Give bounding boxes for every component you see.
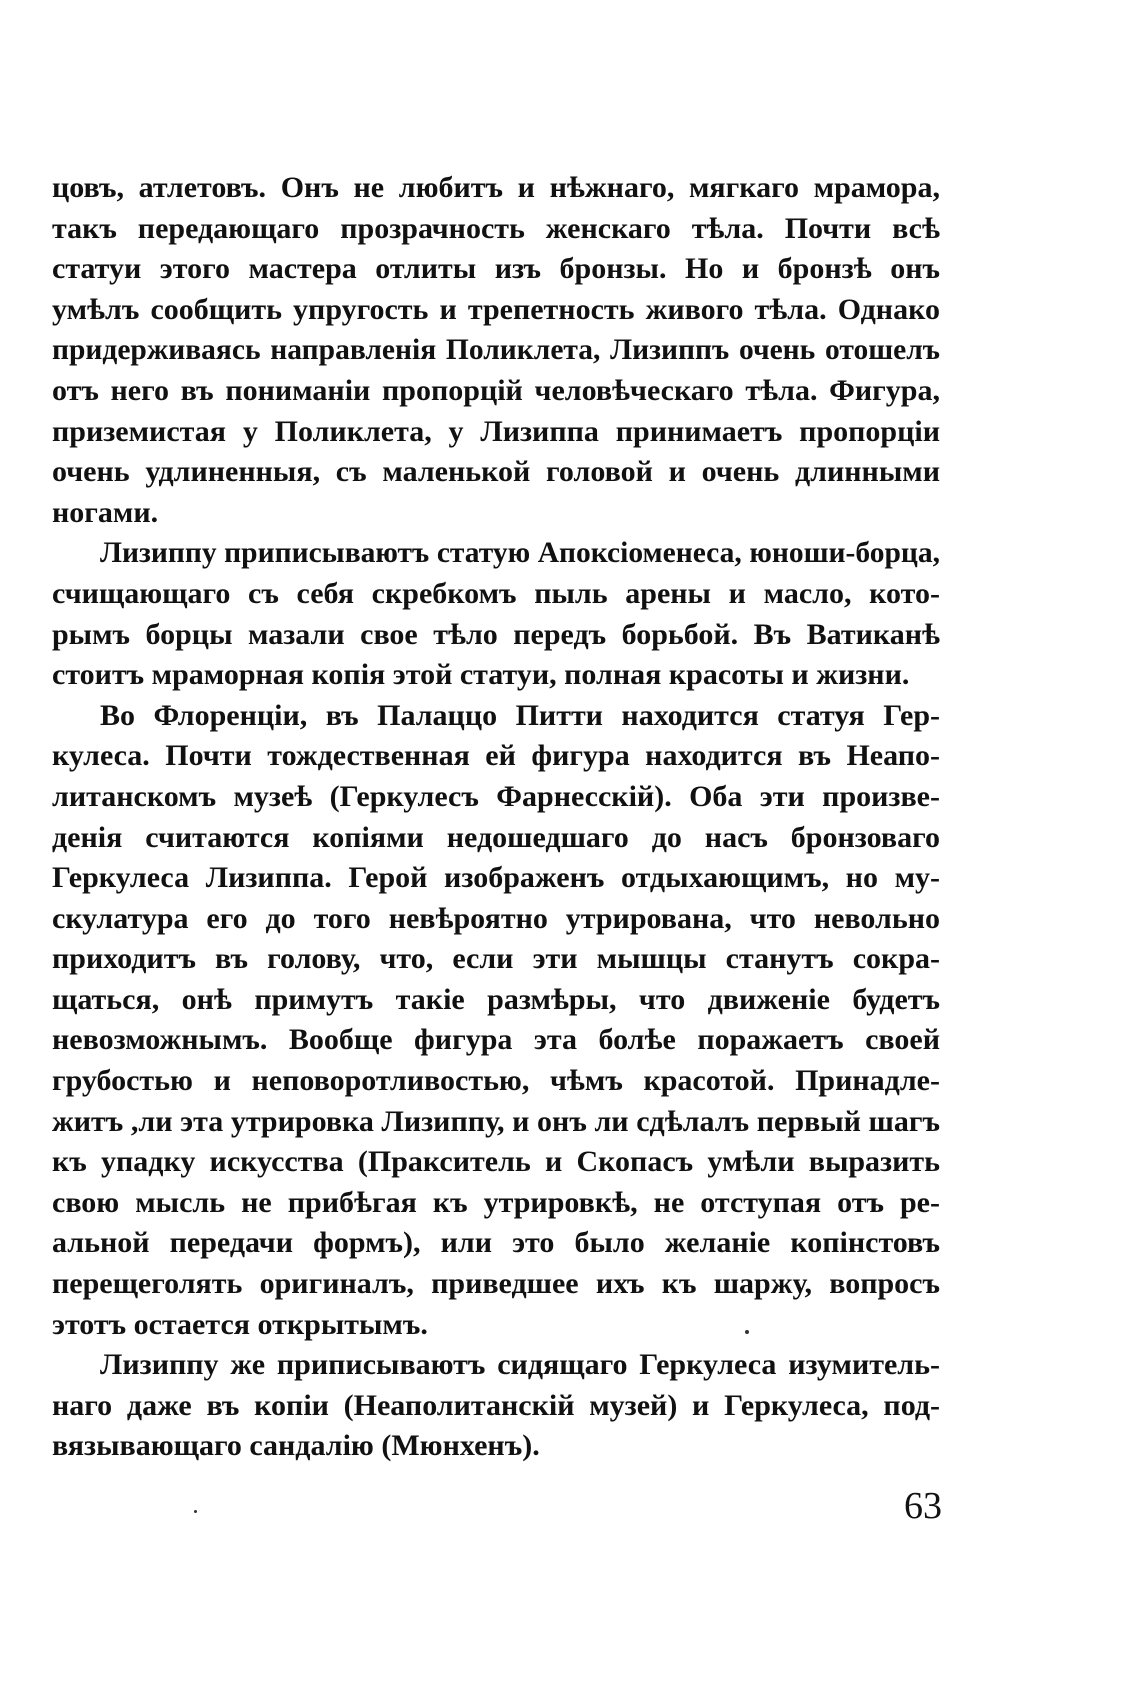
- paragraph: [52, 696, 940, 1346]
- text-line: перещеголять оригиналъ, приведшее ихъ къ шаржу, вопросъ: [52, 1267, 940, 1301]
- text-line: къ упадку искусства (Пракситель и Скопасъ умѣли выразить: [52, 1145, 940, 1179]
- text-line: альной передачи формъ), или это было желаніе копінстовъ: [52, 1226, 940, 1260]
- text-line: приходитъ въ голову, что, если эти мышцы станутъ сокра-: [52, 942, 940, 976]
- text-line: стоитъ мраморная копія этой статуи, полная красоты и жизни.: [52, 658, 910, 692]
- text-line: очень удлиненныя, съ маленькой головой и очень длинными: [52, 455, 940, 489]
- text-line: рымъ борцы мазали свое тѣло передъ борьбой. Въ Ватиканѣ: [52, 617, 940, 651]
- text-line: денія считаются копіями недошедшаго до насъ бронзоваго: [52, 820, 940, 854]
- text-line: житъ ,ли эта утрировка Лизиппу, и онъ ли сдѣлалъ первый шагъ: [52, 1104, 940, 1138]
- text-line: счищающаго съ себя скребкомъ пыль арены и масло, кото-: [52, 576, 940, 610]
- text-line: Геркулеса Лизиппа. Герой изображенъ отдыхающимъ, но му-: [52, 861, 940, 895]
- text-line: придерживаясь направленія Поликлета, Лизиппъ очень отошелъ: [52, 334, 940, 367]
- text-line: цовъ, атлетовъ. Онъ не любитъ и нѣжнаго, мягкаго мрамора,: [52, 171, 940, 204]
- print-speck: [745, 1330, 749, 1334]
- text-line: наго даже въ копіи (Неаполитанскій музей) и Геркулеса, под-: [52, 1388, 940, 1422]
- text-line: этотъ остается открытымъ.: [52, 1307, 428, 1341]
- text-line: Во Флоренціи, въ Палаццо Питти находится статуя Гер-: [100, 698, 940, 732]
- text-line: литанскомъ музеѣ (Геркулесъ Фарнесскій). Оба эти произве-: [52, 779, 940, 813]
- text-line: приземистая у Поликлета, у Лизиппа принимаетъ пропорціи: [52, 414, 940, 448]
- paragraph: [52, 168, 940, 533]
- paragraph: [52, 533, 940, 695]
- body-text: [52, 168, 940, 1467]
- text-line: отъ него въ пониманіи пропорцій человѣческаго тѣла. Фигура,: [52, 373, 940, 407]
- page-number: 63: [904, 1485, 942, 1527]
- print-speck: [194, 1510, 197, 1513]
- text-line: щаться, онѣ примутъ такіе размѣры, что движеніе будетъ: [52, 982, 940, 1016]
- text-line: Лизиппу же приписываютъ сидящаго Геркулеса изумитель-: [100, 1348, 940, 1382]
- text-line: свою мысль не прибѣгая къ утрировкѣ, не отступая отъ ре-: [52, 1185, 940, 1219]
- text-line: скулатура его до того невѣроятно утрирована, что невольно: [52, 901, 940, 935]
- text-line: кулеса. Почти тождественная ей фигура находится въ Неапо-: [52, 739, 940, 773]
- paragraph: [52, 1345, 940, 1467]
- text-line: Лизиппу приписываютъ статую Апоксіоменеса, юноши-борца,: [100, 537, 940, 570]
- text-line: умѣлъ сообщить упругость и трепетность живого тѣла. Однако: [52, 292, 940, 326]
- text-line: статуи этого мастера отлиты изъ бронзы. Но и бронзѣ онъ: [52, 252, 940, 286]
- text-line: грубостью и неповоротливостью, чѣмъ красотой. Принадле-: [52, 1064, 940, 1098]
- text-line: ногами.: [52, 495, 159, 529]
- text-line: такъ передающаго прозрачность женскаго тѣла. Почти всѣ: [52, 211, 940, 245]
- text-line: невозможнымъ. Вообще фигура эта болѣе поражаетъ своей: [52, 1023, 940, 1057]
- text-line: вязывающаго сандалію (Мюнхенъ).: [52, 1429, 540, 1463]
